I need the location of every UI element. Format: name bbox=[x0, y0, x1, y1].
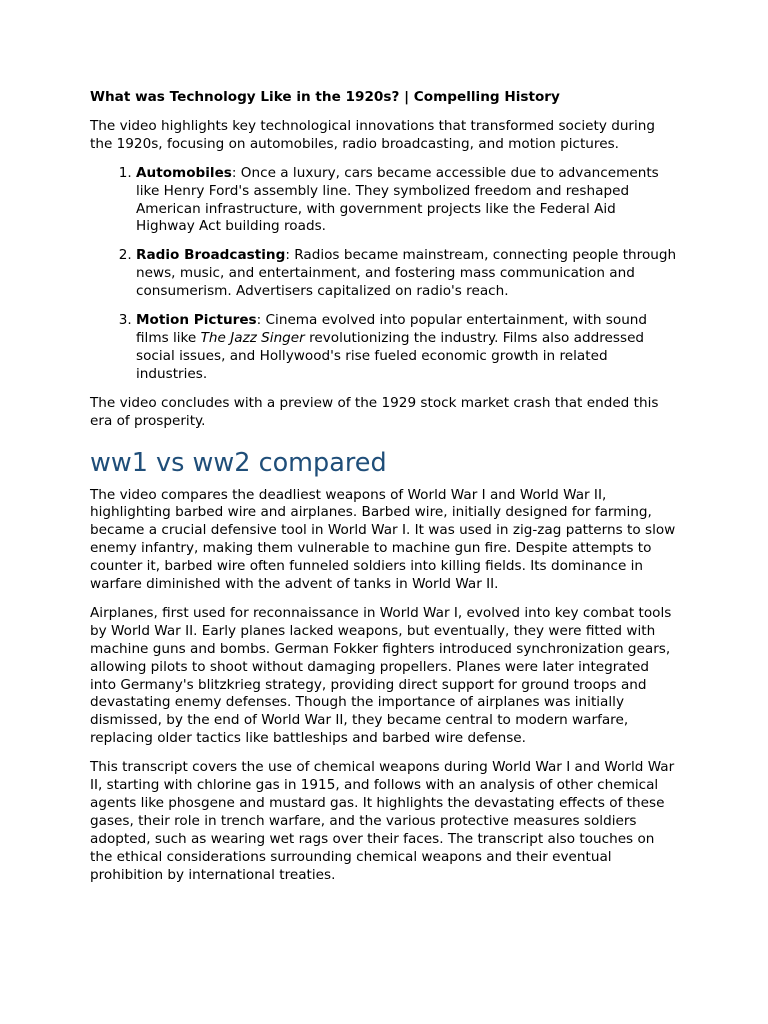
list-item-term: Motion Pictures bbox=[136, 312, 257, 329]
list-item-automobiles bbox=[136, 165, 678, 237]
document-title: What was Technology Like in the 1920s? | Compelling History bbox=[90, 89, 560, 105]
film-title: The Jazz Singer bbox=[200, 329, 305, 346]
body-paragraph-airplanes: Airplanes, first used for reconnaissance in World War I, evolved into key combat tools by World War II. Early planes lacked weapons, but eventually, they were fitted with machine guns and bombs. German Fokker fighters introduced synchronization gears, allowing pilots to shoot without damaging propellers. Planes were later integrated into Germany's blitzkrieg strategy, providing direct support for ground troops and devastating enemy defenses. Though the importance of airplanes was initially dismissed, by the end of World War II, they became central to modern warfare, replacing older tactics like battleships and barbed wire defense. bbox=[90, 604, 672, 747]
body-paragraph-barbed-wire: The video compares the deadliest weapons of World War I and World War II, highlighting barbed wire and airplanes. Barbed wire, initially designed for farming, became a crucial defensive tool in World War I. It was used in zig-zag patterns to slow enemy infantry, making them vulnerable to machine gun fire. Despite attempts to counter it, barbed wire often funneled soldiers into killing fields. Its dominance in warfare diminished with the advent of tanks in World War II. bbox=[90, 486, 676, 593]
technology-list bbox=[90, 165, 678, 384]
list-item-text: : Once a luxury, cars became accessible due to advancements like Henry Ford's assembly line. They symbolized freedom and reshaped American infrastructure, with government projects like the Federal Aid Highway Act building roads. bbox=[136, 164, 659, 235]
conclusion-paragraph: The video concludes with a preview of the 1929 stock market crash that ended this era of prosperity. bbox=[90, 394, 659, 429]
list-item-text: revolutionizing the industry. Films also addressed social issues, and Hollywood's rise fueled economic growth in related industries. bbox=[136, 329, 645, 382]
list-item-term: Automobiles bbox=[136, 164, 232, 181]
list-item-radio-broadcasting bbox=[136, 247, 678, 301]
list-item-text: : Radios became mainstream, connecting people through news, music, and entertainment, and fostering mass communication and consumerism. Advertisers capitalized on radio's reach. bbox=[136, 247, 677, 300]
list-item-term: Radio Broadcasting bbox=[136, 247, 286, 264]
section-heading: ww1 vs ww2 compared bbox=[90, 447, 387, 478]
list-item-text: : Cinema evolved into popular entertainment, with sound films like bbox=[136, 312, 648, 346]
list-item-motion-pictures bbox=[136, 312, 678, 384]
intro-paragraph: The video highlights key technological innovations that transformed society during the 1920s, focusing on automobiles, radio broadcasting, and motion pictures. bbox=[90, 117, 656, 152]
body-paragraph-chemical-weapons: This transcript covers the use of chemical weapons during World War I and World War II, starting with chlorine gas in 1915, and follows with an analysis of other chemical agents like phosgene and mustard gas. It highlights the devastating effects of these gases, their role in trench warfare, and the various protective measures soldiers adopted, such as wearing wet rags over their faces. The transcript also touches on the ethical considerations surrounding chemical weapons and their eventual prohibition by international treaties. bbox=[90, 759, 675, 883]
